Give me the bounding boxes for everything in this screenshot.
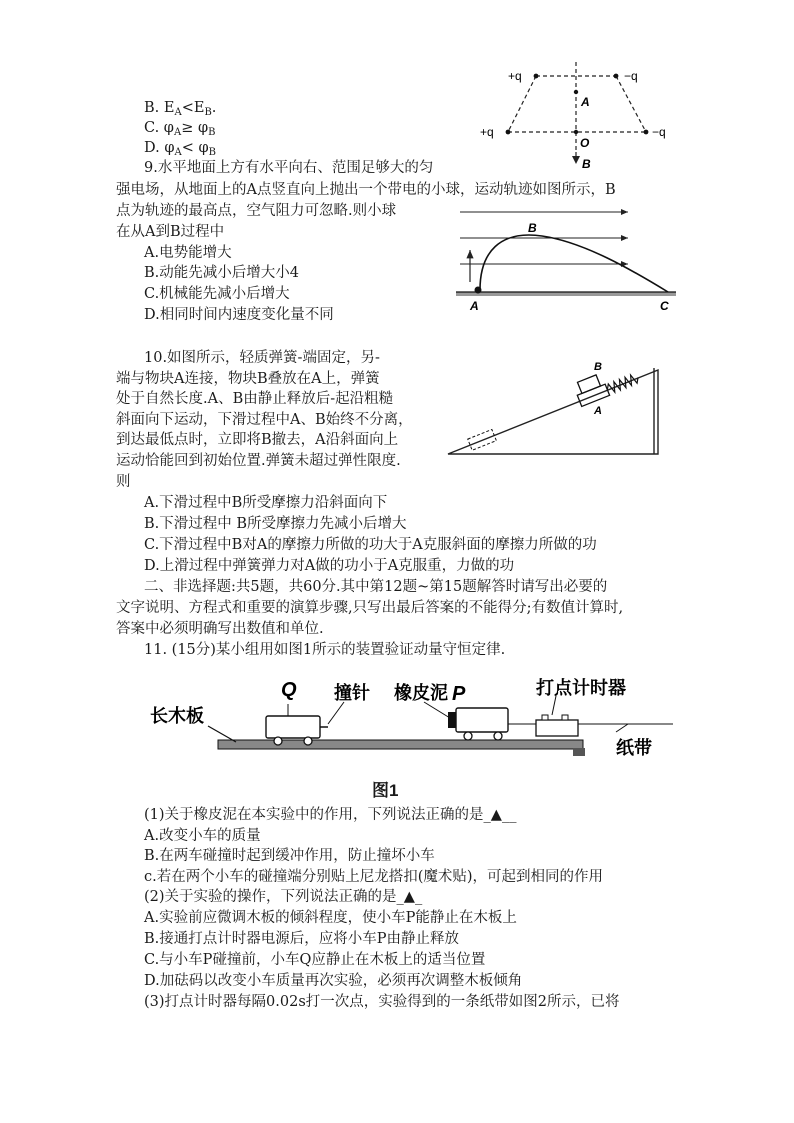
cart-p (456, 708, 508, 732)
q10-stem-line4: 斜面向下运动，下滑过程中A、B始终不分离， (116, 412, 413, 428)
ground-surface (456, 292, 676, 296)
q11-part3: (3)打点计时器每隔0.02s打一次点，实验得到的一条纸带如图2所示，已将 (144, 994, 620, 1010)
label-minus-q-bottom: −q (652, 125, 666, 139)
rubber-putty (448, 712, 456, 728)
tick-timer (536, 720, 578, 736)
label-plus-q-top: +q (508, 69, 522, 83)
q11-part2-option-a: A.实验前应微调木板的倾斜程度，使小车P能静止在木板上 (144, 910, 517, 926)
spring (606, 373, 640, 395)
q9-stem-line2: 强电场，从地面上的A点竖直向上抛出一个带电的小球，运动轨迹如图所示，B (116, 182, 616, 198)
charge-top-left (534, 74, 539, 79)
q8-charge-figure (474, 56, 684, 174)
q11-intro: 11. (15分)某小组用如图1所示的装置验证动量守恒定律. (144, 642, 506, 658)
arrow-down-icon (572, 156, 580, 164)
q10-stem-line3: 处于自然长度.A、B由静止释放后-起沿粗糙 (116, 391, 394, 407)
label-point-a: A (470, 299, 479, 313)
q9-option-d: C.机械能先减小后增大 (144, 286, 290, 302)
charge-bottom-left (506, 130, 511, 135)
q11-part1-option-a: A.改变小车的质量 (144, 828, 261, 844)
label-point-b: B (528, 221, 537, 235)
label-cart-p: P (452, 683, 466, 705)
board-support (573, 748, 585, 756)
q8-option-d: D. $\varphi_A< \varphi_B$ (144, 140, 216, 158)
charge-bottom-right (644, 130, 649, 135)
cart-q (266, 716, 320, 738)
section2-line1: 二、非选择题:共5题，共60分.其中第12题~第15题解答时请写出必要的 (144, 579, 608, 595)
label-point-o: O (580, 136, 590, 150)
q9-option-d-2: D.相同时间内速度变化量不同 (144, 307, 334, 323)
q11-part2: (2)关于实验的操作，下列说法正确的是_▲_ (144, 889, 423, 905)
figure-1-caption: 图1 (372, 781, 399, 800)
point-o (574, 130, 578, 134)
q8-option-b: B. $E_A<E_B$. (144, 100, 217, 118)
q11-apparatus-figure (148, 666, 678, 772)
label-long-board: 长木板 (150, 706, 204, 726)
q10-stem-line5: 到达最低点时，立即将B撤去，A沿斜面向上 (116, 432, 399, 448)
label-point-c: C (660, 299, 669, 313)
q9-option-a: A.电势能增大 (144, 245, 232, 261)
label-paper-tape: 纸带 (616, 738, 652, 758)
long-board (218, 740, 583, 749)
label-tick-timer: 打点计时器 (536, 678, 626, 698)
label-rubber-putty: 橡皮泥 (394, 683, 448, 703)
q10-incline-figure (444, 356, 666, 460)
q10-stem-line2: 端与物块A连接，物块B叠放在A上，弹簧 (116, 371, 380, 387)
q11-part2-option-d: D.加砝码以改变小车质量再次实验，必须再次调整木板倾角 (144, 973, 523, 989)
q10-option-d: D.上滑过程中弹簧弹力对A做的功小于A克服重，力做的功 (144, 558, 515, 574)
q10-option-a: A.下滑过程中B所受摩擦力沿斜面向下 (144, 495, 388, 511)
q11-part1-option-c: c.若在两个小车的碰撞端分别贴上尼龙搭扣(魔术贴)，可起到相同的作用 (144, 869, 604, 885)
label-minus-q-top: −q (624, 69, 638, 83)
q11-part2-option-b: B.接通打点计时器电源后，应将小车P由静止释放 (144, 931, 460, 947)
label-block-a: A (594, 405, 602, 417)
section2-line2: 文字说明、方程式和重要的演算步骤,只写出最后答案的不能得分;有数值计算时, (116, 600, 624, 616)
point-a (574, 90, 578, 94)
q9-stem-line4: 在从A到B过程中 (116, 224, 225, 240)
q10-option-c: C.下滑过程中B对A的摩擦力所做的功大于A克服斜面的摩擦力所做的功 (144, 537, 597, 553)
section2-line3: 答案中必须明确写出数值和单位. (116, 621, 324, 637)
q9-stem-line1: 9.水平地面上方有水平向右、范围足够大的匀 (144, 160, 434, 176)
q11-part1-option-b: B.在两车碰撞时起到缓冲作用，防止撞坏小车 (144, 848, 435, 864)
q11-part2-option-c: C.与小车P碰撞前，小车Q应静止在木板上的适当位置 (144, 952, 486, 968)
q9-trajectory-figure (456, 202, 682, 316)
q10-stem-line6: 运动恰能回到初始位置.弹簧未超过弹性限度. (116, 453, 401, 469)
label-cart-q: Q (281, 679, 297, 701)
block-b (577, 375, 600, 394)
label-plus-q-bottom: +q (480, 125, 494, 139)
q9-option-b: B.动能先减小后增大小4 (144, 265, 299, 281)
q10-stem-line1: 10.如图所示，轻质弹簧-端固定，另- (144, 350, 380, 366)
q11-part1: (1)关于橡皮泥在本实验中的作用，下列说法正确的是_▲__ (144, 807, 517, 823)
q9-stem-line3: 点为轨迹的最高点，空气阻力可忽略.则小球 (116, 203, 397, 219)
q8-option-c: C. $\varphi_A\ge \varphi_B$ (144, 120, 216, 138)
charge-top-right (614, 74, 619, 79)
q10-stem-line7: 则 (116, 474, 131, 490)
incline-slope (448, 370, 658, 454)
label-point-b: B (582, 157, 591, 171)
label-block-b: B (594, 361, 602, 373)
q10-option-b: B.下滑过程中 B所受摩擦力先减小后增大 (144, 516, 407, 532)
label-point-a: A (581, 95, 590, 109)
ball-icon (475, 287, 482, 294)
label-striker-pin: 撞针 (334, 683, 370, 703)
